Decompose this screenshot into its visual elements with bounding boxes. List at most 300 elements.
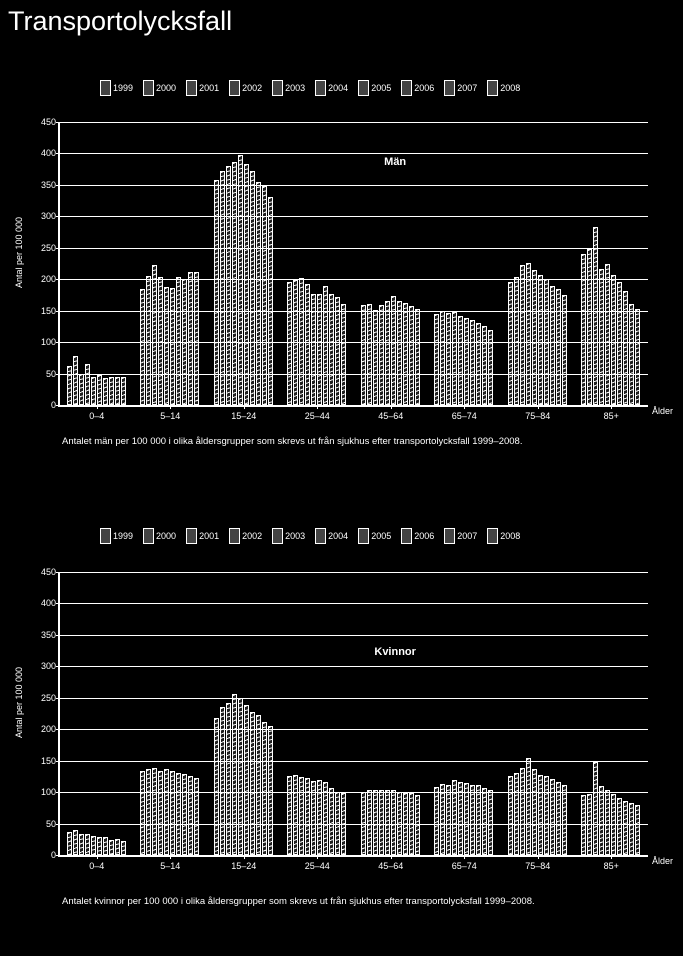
y-tick-label: 350 [40, 629, 56, 640]
bar [97, 375, 102, 405]
x-tick-label: 0–4 [89, 861, 105, 871]
legend-label: 2001 [199, 531, 220, 541]
bar [262, 722, 267, 855]
gridline [60, 248, 648, 249]
bar-group-45–64 [354, 572, 428, 855]
bar [244, 164, 249, 405]
bar [244, 705, 249, 855]
legend-swatch-icon [186, 528, 197, 544]
x-tick-label: 25–44 [304, 411, 330, 421]
bar [238, 698, 243, 855]
legend-swatch-icon [401, 528, 412, 544]
bars-container-kvinnor [60, 572, 648, 855]
bar-group-25–44 [281, 572, 355, 855]
bar [194, 272, 199, 405]
bar [508, 282, 513, 405]
y-tick-mark [56, 122, 60, 123]
bar [323, 286, 328, 405]
bar [434, 787, 439, 855]
legend-label: 2006 [414, 83, 435, 93]
bar [164, 287, 169, 405]
bar [367, 304, 372, 405]
y-tick-label: 200 [40, 274, 56, 285]
legend-swatch-icon [143, 80, 154, 96]
legend-item-1999 [100, 528, 133, 544]
bar [532, 270, 537, 405]
bar [415, 795, 420, 855]
y-tick-label: 300 [40, 211, 56, 222]
legend-swatch-icon [272, 80, 283, 96]
bar [532, 769, 537, 855]
bar-group-75–84 [501, 122, 575, 405]
bar [470, 785, 475, 855]
bar [170, 288, 175, 405]
gridline [60, 342, 648, 343]
bar [623, 291, 628, 405]
bar [287, 282, 292, 405]
bar [188, 776, 193, 855]
x-tick-label: 45–64 [378, 411, 404, 421]
gridline [60, 122, 648, 123]
bar [526, 263, 531, 405]
bar [379, 305, 384, 405]
bar [520, 265, 525, 405]
y-axis-title-kvinnor: Antal per 100 000 [14, 666, 24, 738]
bar [335, 297, 340, 405]
gridline [60, 729, 648, 730]
legend-item-2004 [315, 80, 348, 96]
y-tick-mark [56, 761, 60, 762]
bar [373, 310, 378, 405]
bar [146, 276, 151, 405]
legend-label: 2004 [328, 531, 349, 541]
bar [109, 377, 114, 405]
legend-swatch-icon [229, 80, 240, 96]
bar [488, 330, 493, 405]
bar [446, 785, 451, 855]
y-tick-mark [56, 185, 60, 186]
legend-item-2002 [229, 80, 262, 96]
y-tick-label: 0 [50, 850, 56, 860]
bar [452, 312, 457, 405]
bar [409, 306, 414, 405]
x-axis-title-kvinnor: Ålder [652, 856, 674, 866]
x-tick-mark [244, 405, 245, 409]
y-tick-label: 0 [50, 400, 56, 410]
x-tick-label: 25–44 [304, 861, 330, 871]
bar [170, 771, 175, 855]
chart-caption-man: Antalet män per 100 000 i olika åldersgrupper som skrevs ut från sjukhus efter transportolycksfall 1999–2008. [62, 436, 523, 447]
bar [508, 776, 513, 855]
bar [341, 304, 346, 405]
y-tick-mark [56, 405, 60, 406]
bar-group-85+ [575, 122, 649, 405]
bar-group-65–74 [428, 122, 502, 405]
bar [176, 773, 181, 855]
x-tick-mark [97, 855, 98, 859]
bar [397, 301, 402, 405]
bar [152, 265, 157, 405]
legend-label: 2008 [500, 531, 521, 541]
bar [617, 798, 622, 855]
bar [391, 296, 396, 405]
legend-swatch-icon [315, 80, 326, 96]
bar [464, 783, 469, 855]
bar [482, 788, 487, 855]
legend-item-2004 [315, 528, 348, 544]
legend-label: 2001 [199, 83, 220, 93]
legend-swatch-icon [487, 80, 498, 96]
legend-label: 1999 [113, 531, 134, 541]
y-tick-label: 100 [40, 337, 56, 348]
legend-item-1999 [100, 80, 133, 96]
x-axis-title-man: Ålder [652, 406, 674, 416]
x-tick-mark [611, 855, 612, 859]
bar [103, 378, 108, 405]
bar-group-0–4 [60, 122, 134, 405]
legend-item-2006 [401, 528, 434, 544]
bar [85, 364, 90, 406]
bar [79, 834, 84, 855]
legend-label: 2003 [285, 83, 306, 93]
bar [593, 227, 598, 405]
bar [581, 795, 586, 855]
x-tick-label: 45–64 [378, 861, 404, 871]
bar [194, 778, 199, 855]
y-tick-mark [56, 603, 60, 604]
y-tick-label: 450 [40, 567, 56, 577]
bar [91, 836, 96, 855]
x-tick-mark [244, 855, 245, 859]
y-tick-label: 400 [40, 598, 56, 609]
y-tick-label: 350 [40, 179, 56, 190]
y-tick-label: 50 [45, 368, 56, 379]
x-tick-mark [97, 405, 98, 409]
x-tick-label: 15–24 [231, 411, 257, 421]
bar [440, 784, 445, 855]
axes-kvinnor [40, 567, 648, 871]
bar [470, 320, 475, 405]
legend-label: 2000 [156, 83, 177, 93]
legend-item-2000 [143, 528, 176, 544]
x-tick-label: 65–74 [451, 411, 477, 421]
y-tick-mark [56, 572, 60, 573]
bars-container-man [60, 122, 648, 405]
axes-man [40, 117, 648, 421]
gridline [60, 666, 648, 667]
x-tick-label: 85+ [603, 411, 619, 421]
legend-item-2002 [229, 528, 262, 544]
bar [635, 805, 640, 855]
legend-swatch-icon [444, 528, 455, 544]
y-tick-label: 300 [40, 661, 56, 672]
bar-group-75–84 [501, 572, 575, 855]
bar [550, 286, 555, 405]
gridline [60, 635, 648, 636]
bar [214, 718, 219, 855]
y-tick-mark [56, 729, 60, 730]
bar-group-15–24 [207, 572, 281, 855]
legend-label: 2007 [457, 531, 478, 541]
bar [611, 275, 616, 405]
legend-swatch-icon [143, 528, 154, 544]
bar [520, 768, 525, 855]
x-tick-mark [317, 855, 318, 859]
x-tick-label: 65–74 [451, 861, 477, 871]
legend-label: 2005 [371, 531, 392, 541]
legend-swatch-icon [401, 80, 412, 96]
gridline [60, 824, 648, 825]
x-tick-mark [170, 405, 171, 409]
bar [629, 304, 634, 405]
legend-label: 2007 [457, 83, 478, 93]
bar [617, 282, 622, 405]
bar [562, 785, 567, 855]
bar [158, 771, 163, 855]
legend-swatch-icon [444, 80, 455, 96]
bar [403, 303, 408, 406]
y-tick-mark [56, 635, 60, 636]
y-tick-mark [56, 153, 60, 154]
bar [605, 264, 610, 406]
bar [256, 715, 261, 855]
gridline [60, 374, 648, 375]
x-tick-mark [391, 405, 392, 409]
bar [226, 703, 231, 855]
y-tick-label: 150 [40, 755, 56, 766]
bar [182, 774, 187, 855]
legend-item-2008 [487, 80, 520, 96]
bar-group-25–44 [281, 122, 355, 405]
y-tick-label: 450 [40, 117, 56, 127]
y-tick-label: 400 [40, 148, 56, 159]
bar [109, 840, 114, 855]
legend-item-2008 [487, 528, 520, 544]
bar [232, 694, 237, 855]
bar [268, 726, 273, 855]
legend-item-2005 [358, 80, 391, 96]
legend-label: 1999 [113, 83, 134, 93]
y-tick-label: 100 [40, 787, 56, 798]
x-tick-label: 15–24 [231, 861, 257, 871]
y-tick-mark [56, 698, 60, 699]
bar [250, 712, 255, 855]
bar [79, 374, 84, 405]
bar [262, 186, 267, 405]
y-tick-mark [56, 248, 60, 249]
x-tick-mark [464, 405, 465, 409]
bar [458, 316, 463, 405]
bar [121, 841, 126, 855]
y-tick-label: 250 [40, 692, 56, 703]
legend-swatch-icon [272, 528, 283, 544]
bar [593, 762, 598, 855]
gridline [60, 572, 648, 573]
bar [538, 275, 543, 405]
gridline [60, 216, 648, 217]
legend-item-2003 [272, 80, 305, 96]
y-tick-mark [56, 666, 60, 667]
bar [140, 771, 145, 855]
series-annotation: Kvinnor [374, 645, 416, 658]
y-tick-label: 150 [40, 305, 56, 316]
bar [226, 166, 231, 405]
x-tick-label: 5–14 [160, 411, 181, 421]
bar [581, 254, 586, 405]
bar [140, 289, 145, 405]
y-tick-label: 50 [45, 818, 56, 829]
bar [556, 289, 561, 405]
gridline [60, 761, 648, 762]
y-tick-mark [56, 216, 60, 217]
bar [317, 780, 322, 855]
bar-group-15–24 [207, 122, 281, 405]
bar [550, 779, 555, 855]
gridline [60, 698, 648, 699]
series-annotation: Män [384, 155, 407, 168]
x-tick-label: 85+ [603, 861, 619, 871]
bar [544, 776, 549, 855]
legend-item-2006 [401, 80, 434, 96]
legend-item-2005 [358, 528, 391, 544]
bar [293, 775, 298, 855]
bar [250, 171, 255, 405]
bar [287, 776, 292, 855]
x-tick-label: 5–14 [160, 861, 181, 871]
x-tick-mark [170, 855, 171, 859]
bar [256, 182, 261, 405]
bar [476, 785, 481, 855]
y-tick-mark [56, 311, 60, 312]
bar [434, 314, 439, 405]
bar [482, 326, 487, 405]
x-tick-mark [464, 855, 465, 859]
legend-item-2001 [186, 528, 219, 544]
bar-group-0–4 [60, 572, 134, 855]
bar [623, 801, 628, 855]
legend-label: 2006 [414, 531, 435, 541]
legend-swatch-icon [358, 528, 369, 544]
bar [538, 775, 543, 855]
bar [305, 778, 310, 855]
legend-item-2000 [143, 80, 176, 96]
legend-item-2007 [444, 80, 477, 96]
bar [73, 830, 78, 855]
bar [446, 313, 451, 405]
bar [488, 790, 493, 855]
legend-swatch-icon [186, 80, 197, 96]
bar [103, 837, 108, 855]
bar-group-85+ [575, 572, 649, 855]
bar [305, 284, 310, 405]
bar [91, 377, 96, 405]
y-tick-mark [56, 824, 60, 825]
bar [121, 377, 126, 405]
bar [440, 311, 445, 405]
legend-label: 2004 [328, 83, 349, 93]
bar [415, 309, 420, 405]
bar [152, 768, 157, 855]
bar [464, 318, 469, 405]
x-tick-mark [317, 405, 318, 409]
bar [587, 249, 592, 405]
bar [97, 837, 102, 855]
y-tick-label: 200 [40, 724, 56, 735]
bar [146, 769, 151, 855]
chart-legend-kvinnor [100, 528, 520, 544]
bar [605, 790, 610, 855]
x-tick-label: 75–84 [525, 861, 551, 871]
bar [385, 301, 390, 405]
x-tick-mark [391, 855, 392, 859]
y-tick-mark [56, 342, 60, 343]
bar [635, 309, 640, 405]
gridline [60, 792, 648, 793]
bar-group-5–14 [134, 122, 208, 405]
bar [599, 786, 604, 855]
legend-label: 2008 [500, 83, 521, 93]
bar [629, 803, 634, 855]
legend-item-2007 [444, 528, 477, 544]
chart-legend-man [100, 80, 520, 96]
bar [526, 758, 531, 855]
legend-swatch-icon [229, 528, 240, 544]
bar-group-65–74 [428, 572, 502, 855]
x-tick-mark [538, 405, 539, 409]
bar [299, 777, 304, 855]
gridline [60, 279, 648, 280]
gridline [60, 603, 648, 604]
x-tick-mark [611, 405, 612, 409]
x-tick-mark [538, 855, 539, 859]
bar [476, 323, 481, 405]
y-tick-mark [56, 374, 60, 375]
legend-swatch-icon [100, 528, 111, 544]
legend-swatch-icon [315, 528, 326, 544]
legend-label: 2000 [156, 531, 177, 541]
legend-swatch-icon [100, 80, 111, 96]
bar [67, 366, 72, 405]
bar [115, 839, 120, 855]
bar [214, 180, 219, 405]
bar [188, 272, 193, 405]
x-tick-label: 0–4 [89, 411, 105, 421]
y-tick-mark [56, 279, 60, 280]
x-tick-label: 75–84 [525, 411, 551, 421]
bar [514, 773, 519, 855]
page-title: Transportolycksfall [8, 6, 233, 36]
legend-item-2003 [272, 528, 305, 544]
legend-label: 2005 [371, 83, 392, 93]
bar [73, 356, 78, 405]
gridline [60, 185, 648, 186]
bar [85, 834, 90, 855]
y-tick-label: 250 [40, 242, 56, 253]
bar [361, 305, 366, 405]
gridline [60, 311, 648, 312]
bar [164, 769, 169, 855]
bar [67, 832, 72, 855]
bar [329, 788, 334, 855]
bar [232, 162, 237, 405]
legend-label: 2003 [285, 531, 306, 541]
y-axis-title-man: Antal per 100 000 [14, 216, 24, 288]
legend-swatch-icon [487, 528, 498, 544]
bar [115, 377, 120, 405]
chart-caption-kvinnor: Antalet kvinnor per 100 000 i olika åldersgrupper som skrevs ut från sjukhus efter transportolycksfall 1999–2008. [62, 896, 535, 907]
bar-group-5–14 [134, 572, 208, 855]
bar [379, 790, 384, 855]
